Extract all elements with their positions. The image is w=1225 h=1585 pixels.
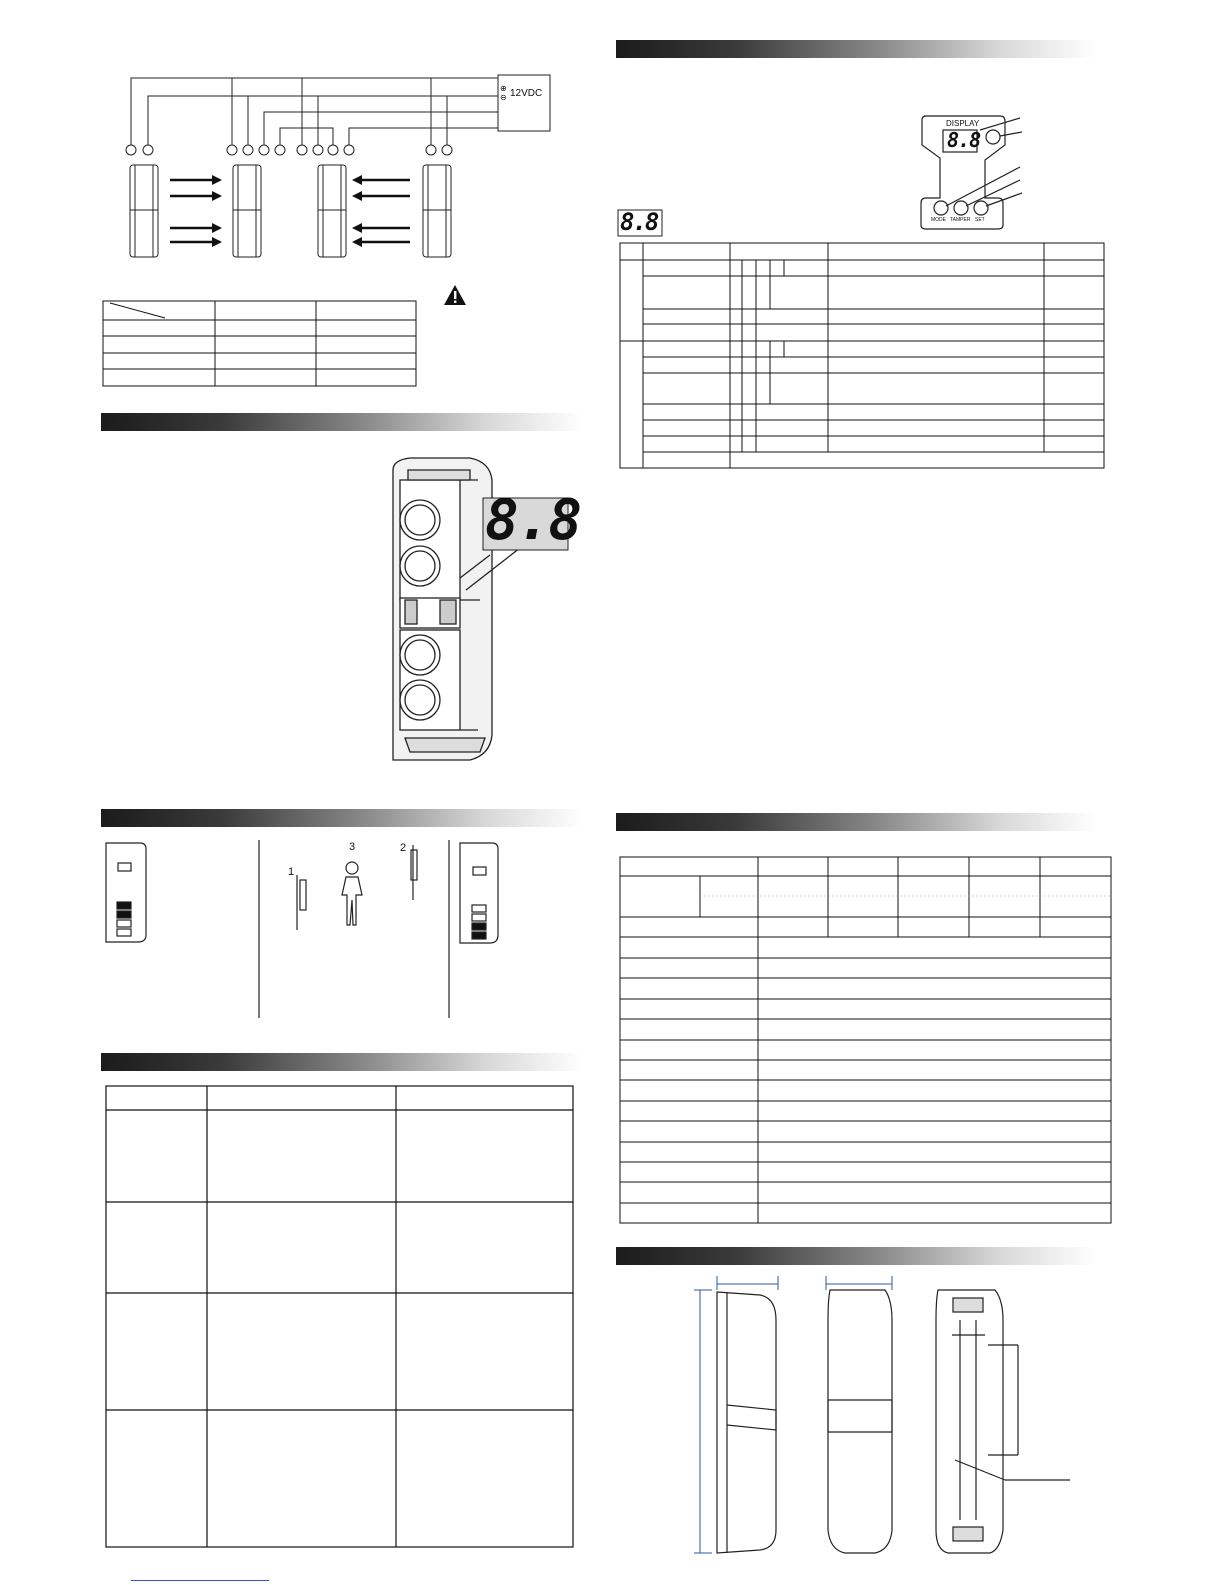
- display-label: DISPLAY: [946, 119, 980, 128]
- power-minus-symbol: ⊖: [500, 93, 507, 102]
- unit-segment-display: 8.8: [485, 488, 581, 553]
- footer-link-underline: [131, 1580, 269, 1581]
- set-button-label[interactable]: SET: [975, 217, 985, 223]
- alignment-step-3: 3: [349, 841, 356, 853]
- alignment-step-2: 2: [400, 842, 407, 854]
- power-supply-label: 12VDC: [510, 88, 543, 99]
- power-plus-symbol: ⊕: [500, 84, 507, 93]
- mode-button-label[interactable]: MODE: [931, 217, 946, 223]
- alignment-step-1: 1: [288, 866, 295, 878]
- legend-segment-display: 8.8: [620, 208, 658, 236]
- tamper-button-label[interactable]: TAMPER: [950, 217, 971, 223]
- panel-segment-display: 8.8: [947, 128, 981, 152]
